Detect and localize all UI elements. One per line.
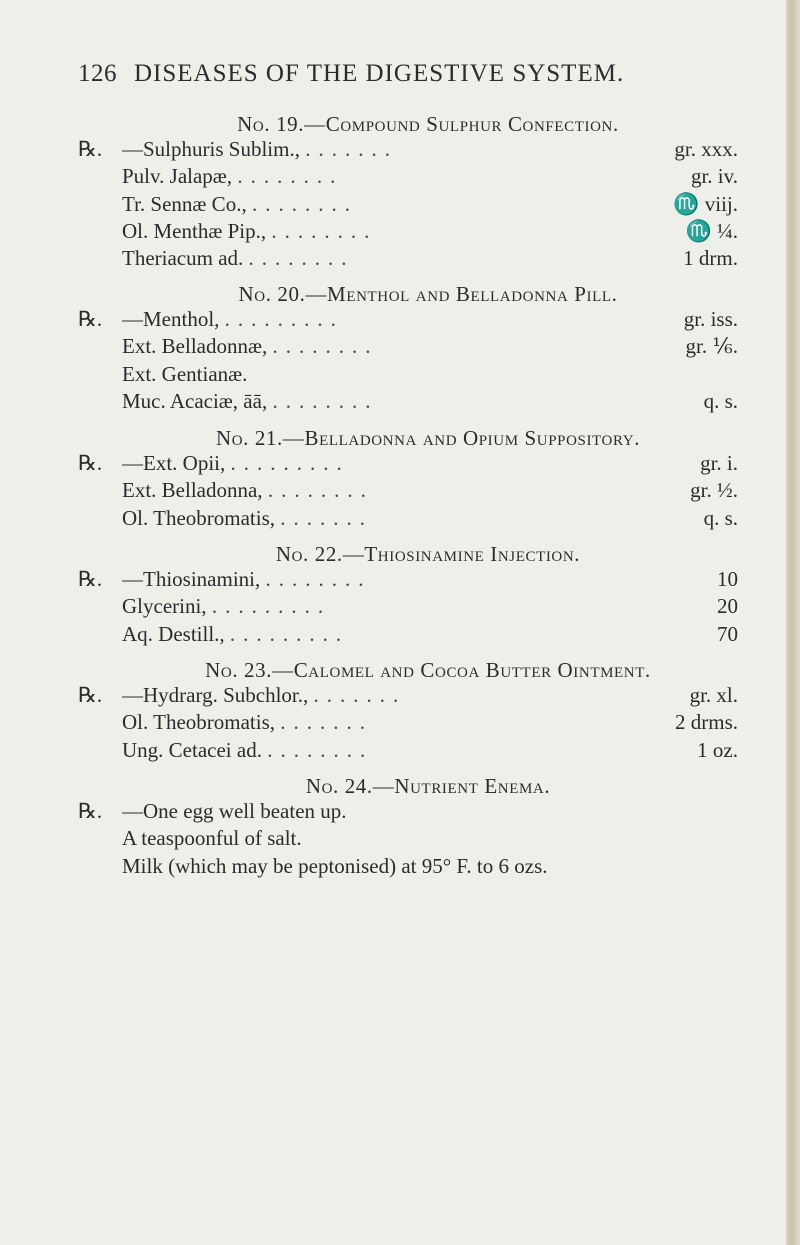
rx-symbol: ℞. bbox=[78, 567, 103, 591]
ingredient-name: Ol. Theobromatis, bbox=[122, 505, 276, 530]
ingredient-row: ℞. —Ext. Opii, ......... gr. i. bbox=[78, 451, 738, 475]
rx-symbol: ℞. bbox=[78, 307, 103, 331]
formula-19 bbox=[78, 112, 738, 273]
formula-title: No. 24.—Nutrient Enema. bbox=[305, 774, 551, 798]
ingredient-row: ℞. —Menthol, ......... gr. iss. bbox=[78, 307, 738, 331]
ingredient-row: Pulv. Jalapæ, ........ gr. iv. bbox=[122, 164, 738, 189]
ingredient-row: ℞. —Thiosinamini, ........ 10 bbox=[78, 567, 738, 591]
ingredient-row: Ext. Belladonna, ........ gr. ½. bbox=[122, 478, 738, 503]
ingredient-name: —Ext. Opii, bbox=[122, 451, 226, 475]
ingredient-name: Theriacum ad. bbox=[122, 246, 244, 271]
ingredient-row: Ol. Theobromatis, ....... q. s. bbox=[122, 505, 738, 530]
ingredient-row: Muc. Acaciæ, āā, ........ q. s. bbox=[122, 388, 738, 413]
page-number: 126 bbox=[78, 60, 117, 87]
ingredient-row: Aq. Destill., ......... 70 bbox=[122, 621, 738, 646]
ingredient-name: Ext. Gentianæ. bbox=[122, 361, 248, 386]
ingredient-row: Glycerini, ......... 20 bbox=[122, 594, 738, 619]
ingredient-name: —Hydrarg. Subchlor., bbox=[122, 683, 309, 707]
rx-symbol: ℞. bbox=[78, 137, 103, 161]
formula-title: No. 19.—Compound Sulphur Confection. bbox=[237, 112, 619, 136]
ingredient-dose: gr. iss. bbox=[683, 307, 738, 331]
ingredient-dose: gr. ⅙. bbox=[685, 334, 738, 359]
rx-symbol: ℞. bbox=[78, 451, 103, 475]
ingredient-dose: gr. xxx. bbox=[674, 137, 738, 161]
ingredient-name: —Sulphuris Sublim., bbox=[122, 137, 300, 161]
instruction-line bbox=[78, 799, 738, 826]
formula-20 bbox=[78, 282, 738, 416]
instruction-text: —One egg well beaten up. bbox=[122, 799, 347, 823]
formula-22 bbox=[78, 542, 738, 649]
ingredient-dose: 70 bbox=[717, 621, 738, 646]
instruction-text: A teaspoonful of salt. bbox=[122, 826, 302, 851]
ingredient-row: ℞. —Hydrarg. Subchlor., ....... gr. xl. bbox=[78, 683, 738, 707]
ingredient-name: Tr. Sennæ Co., bbox=[122, 191, 247, 216]
rx-symbol: ℞. bbox=[78, 799, 103, 823]
ingredient-dose: q. s. bbox=[703, 388, 738, 413]
page-header bbox=[78, 60, 638, 88]
ingredient-dose: gr. xl. bbox=[689, 683, 738, 707]
ingredient-name: Glycerini, bbox=[122, 594, 207, 619]
ingredient-row: Theriacum ad. ........ 1 drm. bbox=[122, 246, 738, 271]
ingredient-row: Tr. Sennæ Co., ........ ♏ viij. bbox=[122, 191, 738, 216]
instruction-text: Milk (which may be peptonised) at 95° F. to 6 ozs. bbox=[122, 853, 548, 878]
ingredient-dose: q. s. bbox=[703, 505, 738, 530]
ingredient-dose: ♏ viij. bbox=[673, 191, 738, 216]
formula-23 bbox=[78, 658, 738, 765]
formula-title: No. 22.—Thiosinamine Injection. bbox=[275, 542, 581, 566]
ingredient-row: Ext. Belladonnæ, ........ gr. ⅙. bbox=[122, 334, 738, 359]
ingredient-dose: 10 bbox=[717, 567, 738, 591]
ingredient-name: Muc. Acaciæ, āā, bbox=[122, 388, 268, 413]
ingredient-name: Ext. Belladonnæ, bbox=[122, 334, 268, 359]
rx-symbol: ℞. bbox=[78, 683, 103, 707]
formula-21 bbox=[78, 426, 738, 533]
formula-title: No. 23.—Calomel and Cocoa Butter Ointment. bbox=[205, 658, 651, 682]
ingredient-name: Ung. Cetacei ad. bbox=[122, 737, 262, 762]
ingredient-name: Ext. Belladonna, bbox=[122, 478, 263, 503]
ingredient-name: —Menthol, bbox=[122, 307, 220, 331]
ingredient-name: Ol. Theobromatis, bbox=[122, 710, 276, 735]
ingredient-dose: 1 oz. bbox=[697, 737, 738, 762]
ingredient-dose: 2 drms. bbox=[675, 710, 738, 735]
ingredient-row: Ol. Menthæ Pip., ........ ♏ ¼. bbox=[122, 218, 738, 243]
ingredient-name: Aq. Destill., bbox=[122, 621, 225, 646]
ingredient-dose: 1 drm. bbox=[683, 246, 738, 271]
page-edge bbox=[786, 0, 800, 1245]
ingredient-name: Ol. Menthæ Pip., bbox=[122, 218, 267, 243]
ingredient-row: Ol. Theobromatis, ....... 2 drms. bbox=[122, 710, 738, 735]
ingredient-dose: gr. ½. bbox=[690, 478, 738, 503]
ingredient-name: —Thiosinamini, bbox=[122, 567, 261, 591]
ingredient-row: ℞. —Sulphuris Sublim., ....... gr. xxx. bbox=[78, 137, 738, 161]
ingredient-dose: gr. i. bbox=[700, 451, 738, 475]
formula-title: No. 20.—Menthol and Belladonna Pill. bbox=[238, 282, 618, 306]
ingredient-row: Ung. Cetacei ad. ........ 1 oz. bbox=[122, 737, 738, 762]
ingredient-dose: gr. iv. bbox=[690, 164, 738, 189]
formula-24 bbox=[78, 774, 738, 881]
ingredient-name: Pulv. Jalapæ, bbox=[122, 164, 233, 189]
formula-title: No. 21.—Belladonna and Opium Suppository. bbox=[215, 426, 641, 450]
running-title: DISEASES OF THE DIGESTIVE SYSTEM. bbox=[134, 60, 625, 87]
ingredient-row bbox=[78, 362, 738, 389]
ingredient-dose: ♏ ¼. bbox=[685, 218, 738, 243]
ingredient-dose: 20 bbox=[717, 594, 738, 619]
